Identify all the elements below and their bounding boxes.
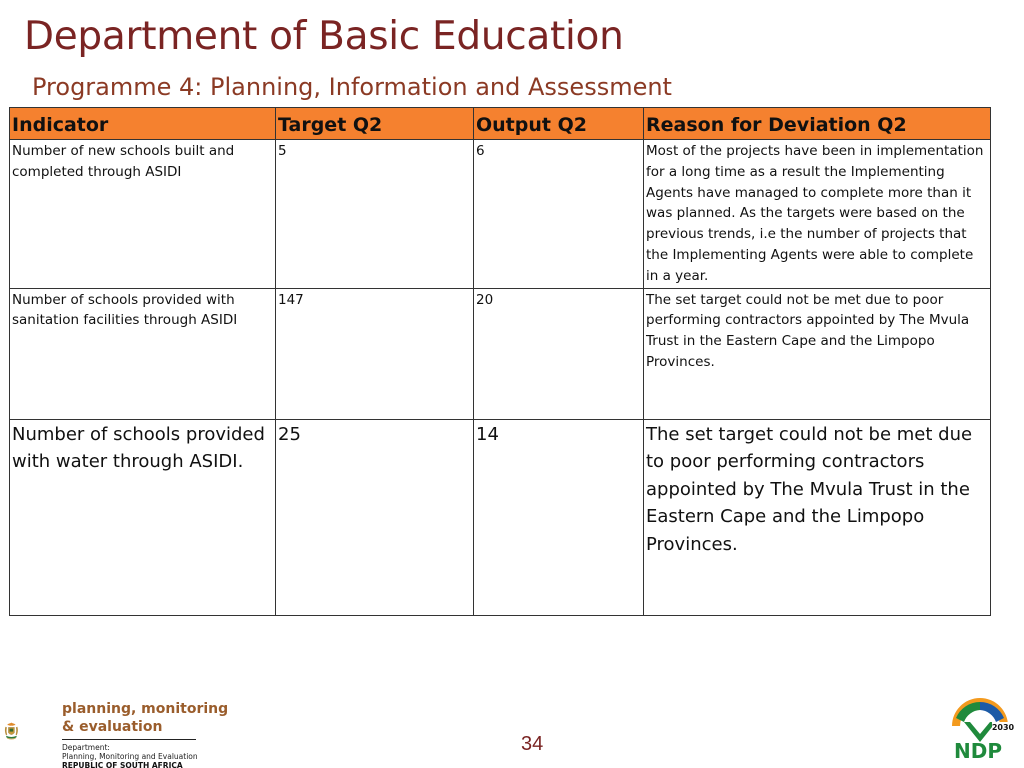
reason-cell: The set target could not be met due to poor performing contractors appointed by The Mvula Trust in the Eastern Cape and the Limpopo Provinces. (644, 288, 991, 419)
page-subtitle: Programme 4: Planning, Information and Assessment (32, 73, 672, 101)
reason-cell: Most of the projects have been in implementation for a long time as a result the Implementing Agents have managed to complete more than it was planned. As the targets were based on the previous trends, i.e the number of projects that the Implementing Agents were able to complete in a year. (644, 140, 991, 289)
indicator-cell: Number of new schools built and completed through ASIDI (10, 140, 276, 289)
output-cell: 6 (474, 140, 644, 289)
pme-line1: planning, monitoring (62, 701, 229, 717)
coat-of-arms-icon (3, 697, 63, 765)
page-title: Department of Basic Education (24, 14, 624, 59)
column-header-indicator: Indicator (10, 108, 276, 140)
pme-divider (62, 739, 196, 740)
pme-line2: & evaluation (62, 719, 163, 735)
target-cell: 147 (276, 288, 474, 419)
ndp-logo-icon (944, 696, 1016, 762)
table-row (10, 419, 991, 615)
column-header-output: Output Q2 (474, 108, 644, 140)
dept-name: Planning, Monitoring and Evaluation (62, 752, 198, 761)
country-name: REPUBLIC OF SOUTH AFRICA (62, 761, 183, 768)
pme-logo-text (62, 700, 228, 768)
page-number: 34 (521, 733, 544, 755)
indicator-table (9, 107, 991, 616)
indicator-cell: Number of schools provided with sanitation facilities through ASIDI (10, 288, 276, 419)
column-header-reason: Reason for Deviation Q2 (644, 108, 991, 140)
output-cell: 20 (474, 288, 644, 419)
dept-label: Department: (62, 743, 110, 752)
reason-cell: The set target could not be met due to poor performing contractors appointed by The Mvula Trust in the Eastern Cape and the Limpopo Provinces. (644, 419, 991, 615)
table-row (10, 288, 991, 419)
table-row (10, 140, 991, 289)
indicator-cell: Number of schools provided with water through ASIDI. (10, 419, 276, 615)
target-cell: 5 (276, 140, 474, 289)
target-cell: 25 (276, 419, 474, 615)
column-header-target: Target Q2 (276, 108, 474, 140)
output-cell: 14 (474, 419, 644, 615)
table-header-row (10, 108, 991, 140)
ndp-year: 2030 (991, 723, 1015, 732)
ndp-text: NDP (954, 739, 1002, 762)
